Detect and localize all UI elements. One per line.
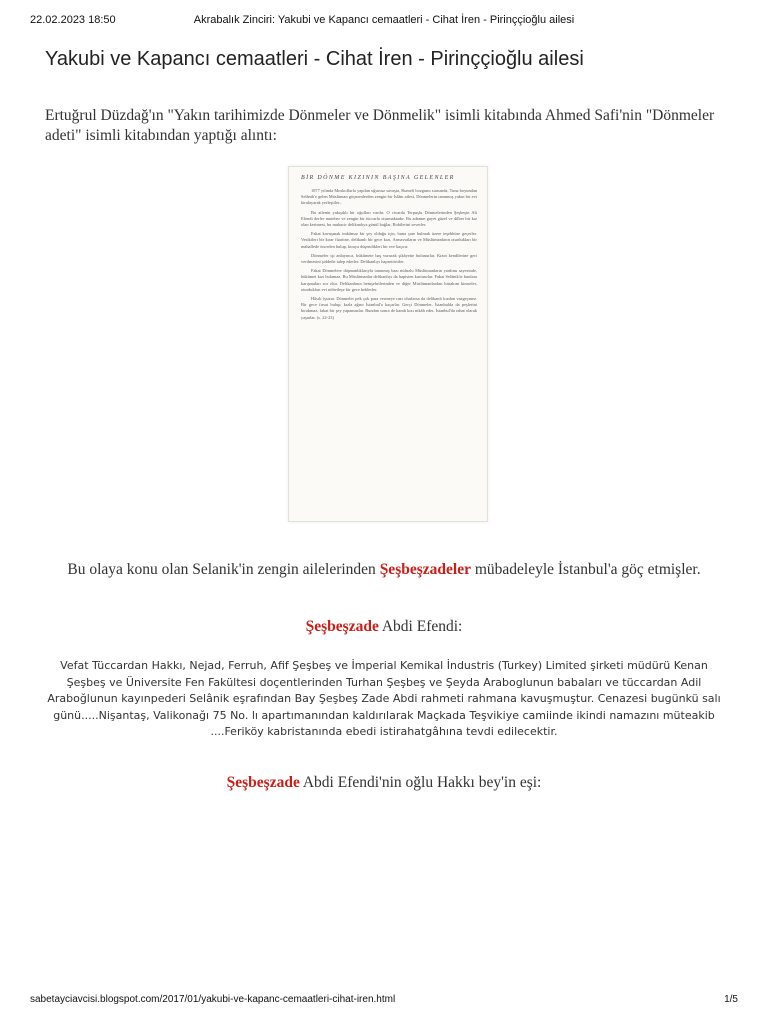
heading-hakki-suffix: Abdi Efendi'nin oğlu Hakkı bey'in eşi: [299, 774, 542, 791]
section-heading-abdi-efendi [0, 618, 768, 636]
heading-abdi-suffix: Abdi Efendi: [378, 618, 463, 635]
print-footer [30, 994, 738, 1010]
migration-prefix: Bu olaya konu olan Selanik'in zengin ailelerinden [67, 561, 380, 578]
scanned-book-page-image [288, 166, 488, 522]
scan-paragraph: Hâsılı işsizar. Dönmeler pek çok para vermeye razı olurlarsa da delikanlı kızdan vazgeçmez. Bir gece fırsat bulup, kızla ağrın İstanbul'a kaçarlar. Gerçi Dönmeler, İstanbulda da peşlerini bırakmaz, fakat bir şey yapamazlar. Bundan sonra de kandı kızı nikâh eder. İstanbul'da rahat olarak yaşarlar. (s. 22-23) [301, 296, 477, 320]
sesbeszadeler-highlight: Şeşbeşzadeler [379, 561, 471, 578]
section-heading-hakki-bey-wife [0, 774, 768, 792]
migration-sentence [0, 561, 768, 579]
print-page-title: Akrabalık Zinciri: Yakubi ve Kapancı cemaatleri - Cihat İren - Pirinççioğlu ailesi [193, 14, 575, 26]
page-number: 1/5 [724, 994, 738, 1005]
print-header [30, 14, 738, 30]
sesbeszade-highlight: Şeşbeşzade [226, 774, 300, 791]
sesbeszade-highlight: Şeşbeşzade [305, 618, 379, 635]
scan-paragraph: Fakat Dönmelere düşmanlıklarıyla tanınmış bazı nüfuzlu Müslümanların yardımı sayesinde, hükûmet kızı bulamaz. Bu Müslümanlar delikanlıyı da hapisten kurtarırlar. Fakat Selânik'te bunlara karışmaları zor olur. Delikanlının hemşehrilerinden ve diğer Müslümanlardan birtakım kimseler, oturdukları evi nöbetleşe bir gece beklerler. [301, 268, 477, 292]
scan-paragraph: Bu ailenin yakışıklı bir oğulları vardır. O civarda Terpuşlu Dönmelerinden Şeşbeşin Ali Efendi derler muteber ve zengin bir tüccarla oturmaktadır. Bu adamın gayet güzel ve dilber bir kız olan kerimesi, bu mubacir delikanlıya gönül bağlar, Bobilerini severler. [301, 209, 477, 228]
migration-suffix: mübadeleyle İstanbul'a göç etmişler. [470, 561, 701, 578]
scan-heading: BİR DÖNME KIZININ BAŞINA GELENLER [301, 175, 455, 181]
scan-paragraph: Dönmeler işi anlayınca, hükûmete baş vururak şikâyette bulunurlar. Kızın kendilerine geri verilmesini şiddetle talep ederler. Delikanlıyı hapsettirirler. [301, 252, 477, 265]
scan-paragraph: 1877 yılında Moskoflarla yapılan uğursuz savaşta, Rumeli bozgunu sırasında, Tuna boyundan Selânik'e gelen Müslüman göçmenlerden zengin bir İslâm ailesi, Dönmelerin tanınmış yakın bir evi kiralayarak yerleştiler... [301, 188, 477, 206]
print-url: sabetayciavcisi.blogspot.com/2017/01/yakubi-ve-kapanc-cemaatleri-cihat-iren.html [30, 994, 396, 1005]
print-datetime: 22.02.2023 18:50 [30, 14, 116, 26]
scan-paragraph: Fakat kavuşmak imkânsız bir şey olduğu için, buna çare bulmak üzere teşebbüse geçerler. Vesikileri bir kırar fûariine, delikanlı bir gece kızı, Armavutların ve Müslümanların oturdukları bir mahallede önceden bulup, kiraya düşendikleri bir eve kaçırır. [301, 231, 477, 249]
page-title: Yakubi ve Kapancı cemaatleri - Cihat İren - Pirinççioğlu ailesi [45, 48, 584, 70]
obituary-notice: Vefat Tüccardan Hakkı, Nejad, Ferruh, Afif Şeşbeş ve İmperial Kemikal İndustris (Turkey) Limited şirketi müdürü Kenan Şeşbeş ve Üniversite Fen Fakültesi doçentlerinden Turhan Şeşbeş ve Şeyda Araboglunun babaları ve tüccardan Adil Araboğlunun kayınpederi Selânik eşrafından Bay Şeşbeş Zade Abdi rahmeti rahmana kavuşmuştur. Cenazesi bugünkü salı günü.....Nişantaş, Valikonağı 75 No. lı apartımanından kaldırılarak Maçkada Teşvikiye camiinde ikindi namazını müteakib ....Feriköy kabristanında ebedi istirahatgâhına tevdi edilecektir. [47, 659, 721, 739]
intro-paragraph: Ertuğrul Düzdağ'ın "Yakın tarihimizde Dönmeler ve Dönmelik" isimli kitabında Ahmed Safi'nin "Dönmeler adeti" isimli kitabından yaptığı alıntı: [45, 107, 715, 144]
